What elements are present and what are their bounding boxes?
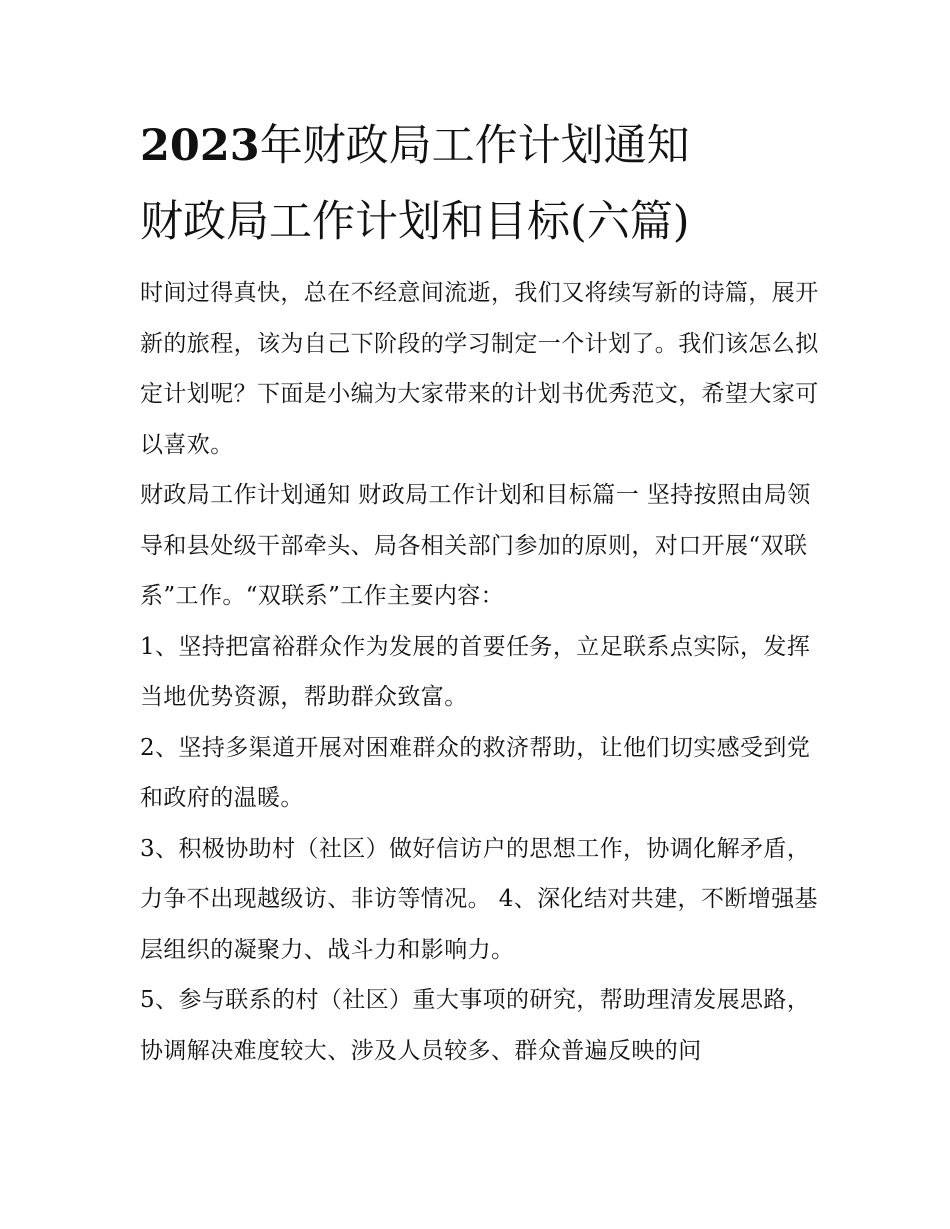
- title-line-2: 财政局工作计划和目标(六篇): [140, 197, 690, 247]
- list-item-5: 5、参与联系的村（社区）重大事项的研究，帮助理清发展思路，协调解决难度较大、涉及人员较多、群众普遍反映的问: [140, 987, 811, 1064]
- list-item-1: 1、坚持把富裕群众作为发展的首要任务，立足联系点实际，发挥当地优势资源，帮助群众致富。: [140, 633, 811, 710]
- document-page: [140, 108, 820, 1076]
- title-line-1: [140, 108, 820, 184]
- title-year: 2023: [140, 121, 260, 171]
- title-line-1-text: 年财政局工作计划通知: [259, 121, 690, 171]
- section-one-paragraph: 财政局工作计划通知 财政局工作计划和目标篇一 坚持按照由局领导和县处级干部牵头、局各相关部门参加的原则，对口开展“双联系”工作。“双联系”工作主要内容：: [140, 482, 811, 609]
- list-item-3-4: 3、积极协助村（社区）做好信访户的思想工作，协调化解矛盾，力争不出现越级访、非访等情况。 4、深化结对共建，不断增强基层组织的凝聚力、战斗力和影响力。: [140, 835, 818, 963]
- document-title: [140, 108, 820, 260]
- list-item-2: 2、坚持多渠道开展对困难群众的救济帮助，让他们切实感受到党和政府的温暖。: [140, 734, 811, 811]
- intro-paragraph: 时间过得真快，总在不经意间流逝，我们又将续写新的诗篇，展开新的旅程，该为自己下阶段的学习制定一个计划了。我们该怎么拟定计划呢？下面是小编为大家带来的计划书优秀范文，希望大家可以喜欢。: [140, 280, 819, 458]
- document-body: [140, 268, 820, 1076]
